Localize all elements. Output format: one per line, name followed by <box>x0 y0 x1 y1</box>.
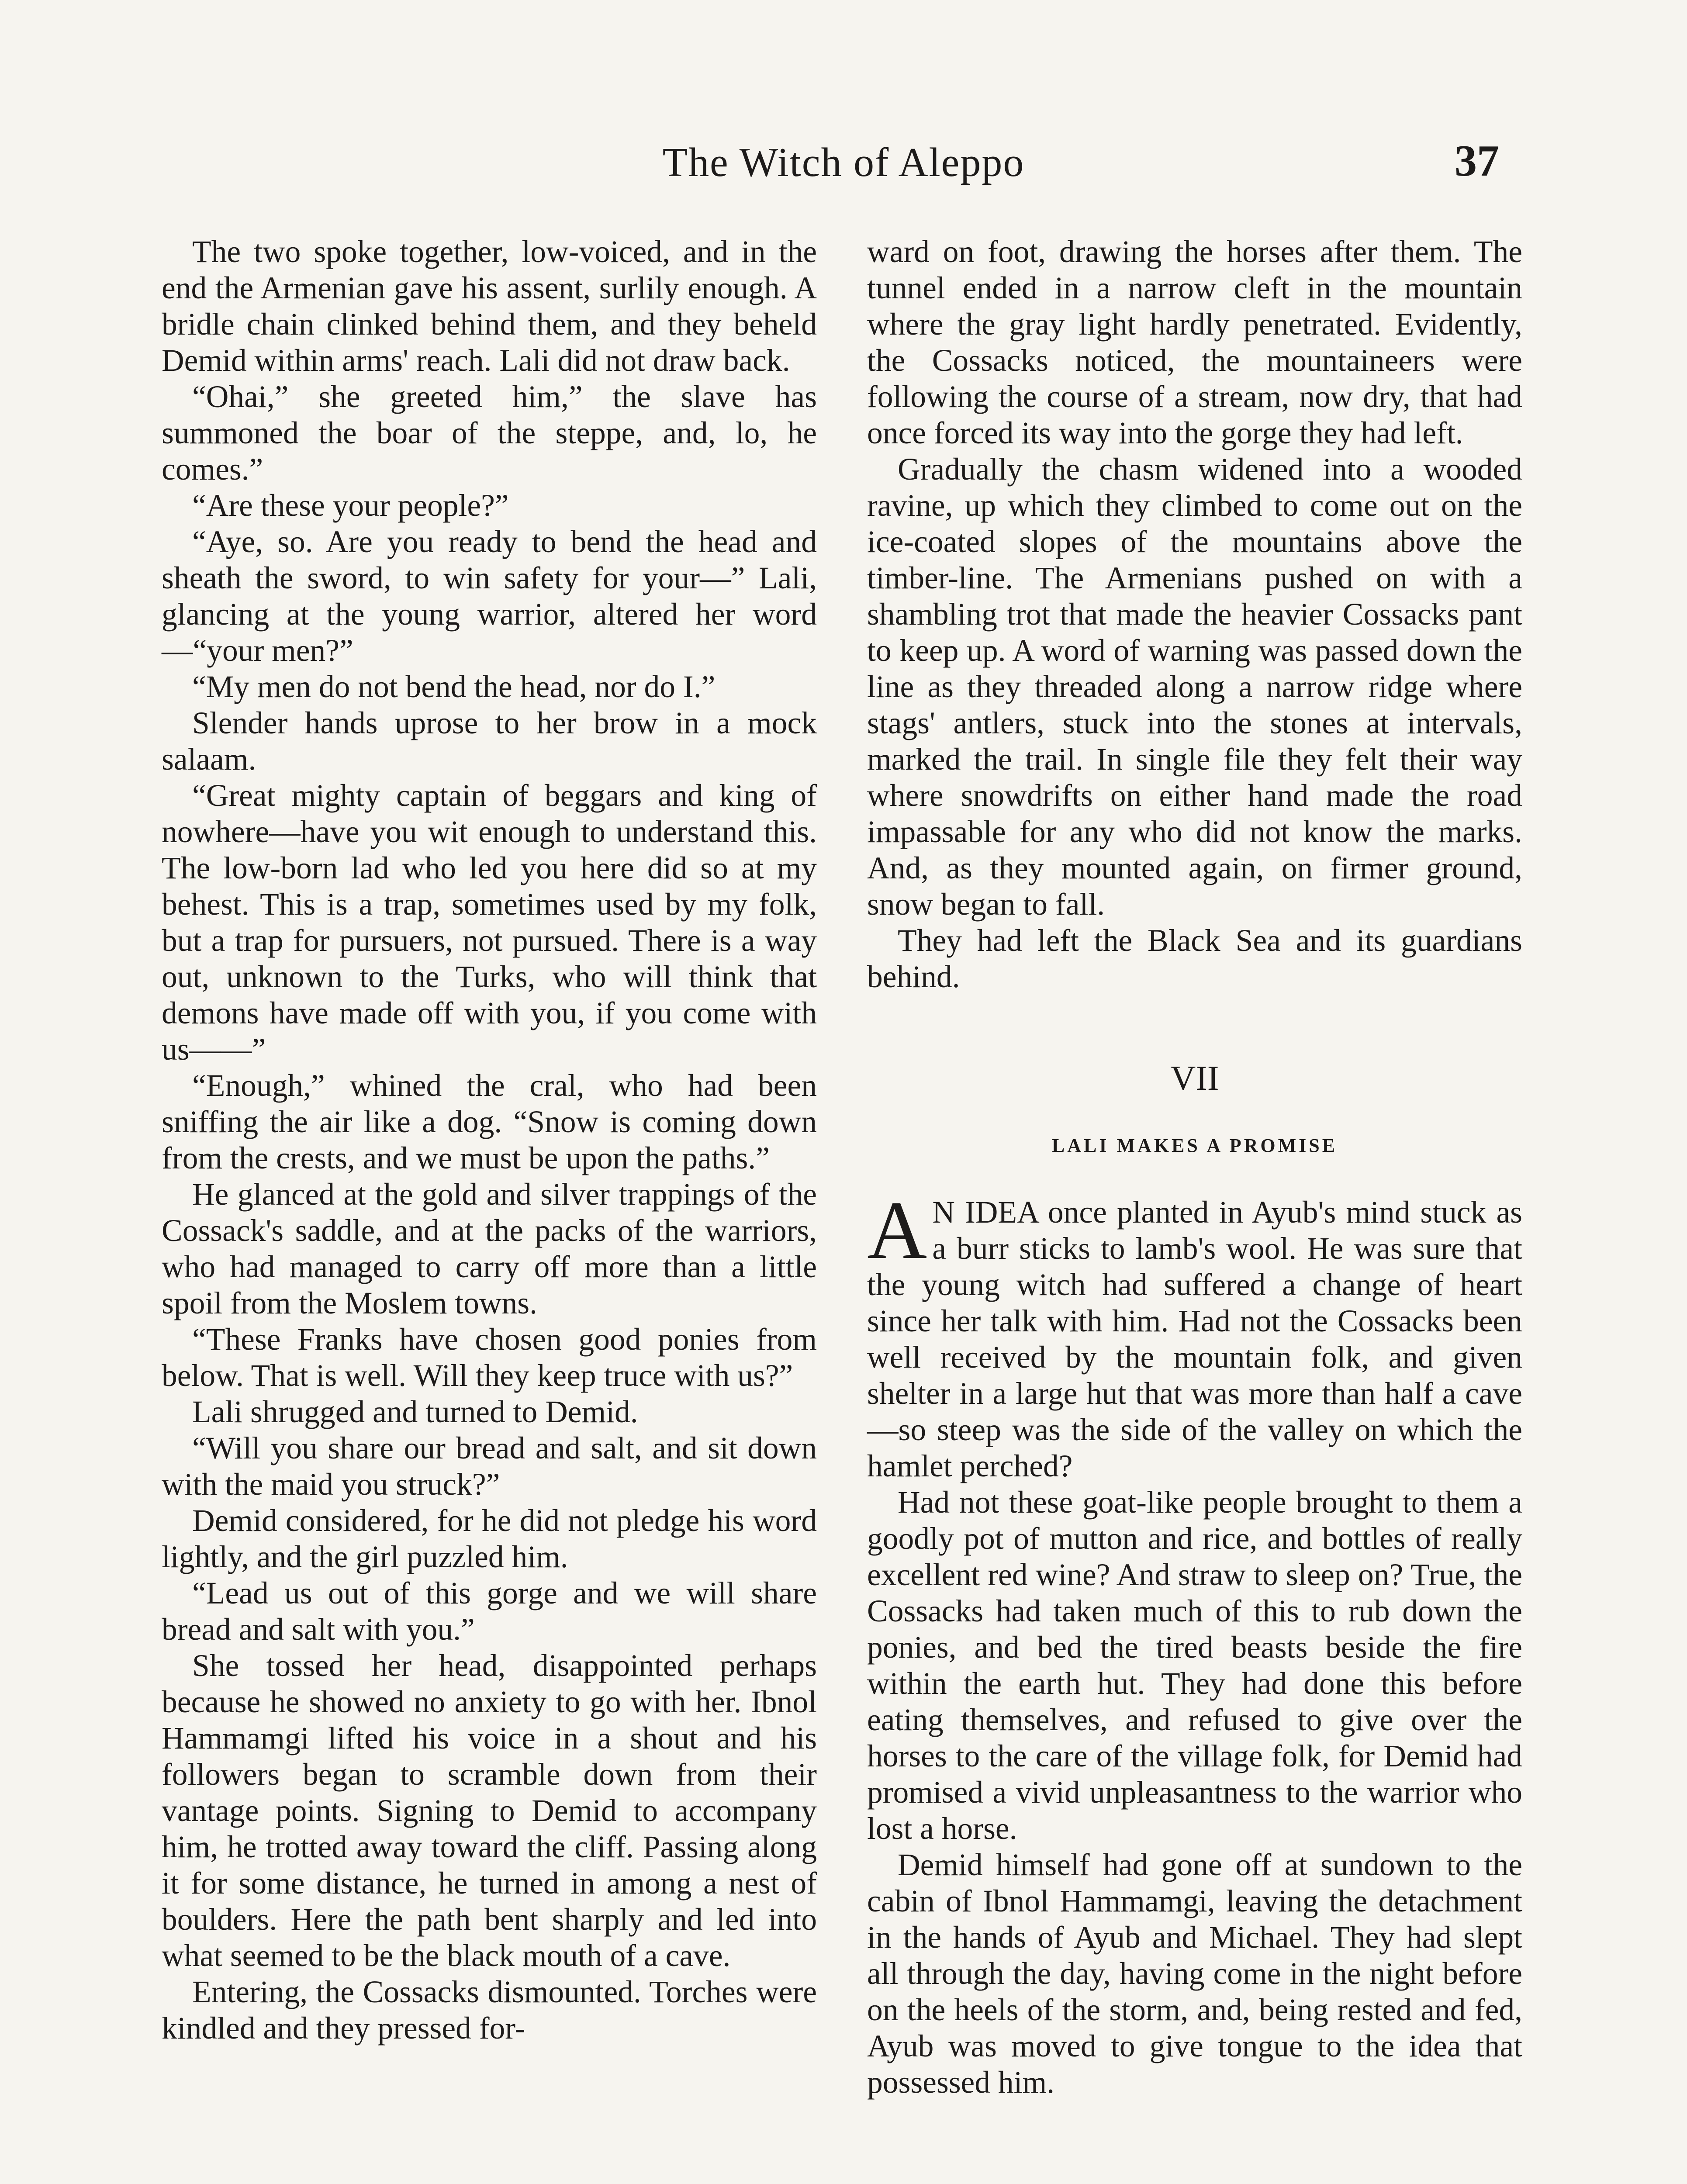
paragraph: “My men do not bend the head, nor do I.” <box>192 670 716 704</box>
paragraph: Gradually the chasm widened into a wooded ravine, up which they climbed to come out on the ice-coated slopes of the mountains above the timber-line. The Armenians pushed on with a shambling trot that made the heavier Cossacks pant to keep up. A word of warning was passed down the line as they threaded along a narrow ridge where stags' antlers, stuck into the stones at intervals, marked the trail. In single file they felt their way where snowdrifts on either hand made the road impassable for any who did not know the marks. And, as they mounted again, on firmer ground, snow began to fall. <box>867 452 1522 922</box>
paragraph: “Are these your people?” <box>192 488 509 523</box>
paragraph: “Will you share our bread and salt, and sit down with the maid you struck?” <box>162 1431 817 1502</box>
chapter-title: LALI MAKES A PROMISE <box>1051 1135 1338 1156</box>
paragraph: Slender hands uprose to her brow in a mock salaam. <box>162 706 817 777</box>
paragraph: Lali shrugged and turned to Demid. <box>192 1395 638 1429</box>
paragraph: “These Franks have chosen good ponies from below. That is well. Will they keep truce with us?” <box>162 1322 817 1393</box>
chapter-opening-paragraph <box>867 1185 1522 1484</box>
opening-text: N IDEA once planted in Ayub's mind stuck as a burr sticks to lamb's wool. He was sure that the young witch had suffered a change of heart since her talk with him. Had not the Cossacks been well received by the mountain folk, and given shelter in a large hut that was more than half a cave—so steep was the side of the valley on which the hamlet perched? <box>867 1195 1522 1483</box>
paragraph: “Ohai,” she greeted him,” the slave has summoned the boar of the steppe, and, lo, he comes.” <box>162 380 817 487</box>
chapter-number: VII <box>1170 1059 1219 1098</box>
paragraph: He glanced at the gold and silver trappings of the Cossack's saddle, and at the packs of the warriors, who had managed to carry off more than a little spoil from the Moslem towns. <box>162 1177 817 1320</box>
left-column <box>162 234 817 2046</box>
running-title: The Witch of Aleppo <box>662 140 1025 185</box>
paragraph: They had left the Black Sea and its guardians behind. <box>867 923 1522 994</box>
paragraph: Entering, the Cossacks dismounted. Torches were kindled and they pressed for- <box>162 1975 817 2046</box>
paragraph: Had not these goat-like people brought to them a goodly pot of mutton and rice, and bottles of really excellent red wine? And straw to sleep on? True, the Cossacks had taken much of this to rub down the ponies, and bed the tired beasts beside the fire within the earth hut. They had done this before eating themselves, and refused to give over the horses to the care of the village folk, for Demid had promised a vivid unpleasantness to the warrior who lost a horse. <box>867 1485 1522 1846</box>
paragraph: The two spoke together, low-voiced, and in the end the Armenian gave his assent, surlily enough. A bridle chain clinked behind them, and they beheld Demid within arms' reach. Lali did not draw back. <box>162 235 817 378</box>
paragraph: “Enough,” whined the cral, who had been sniffing the air like a dog. “Snow is coming down from the crests, and we must be upon the paths.” <box>162 1068 817 1175</box>
paragraph: “Great mighty captain of beggars and king of nowhere—have you wit enough to understand this. The low-born lad who led you here did so at my behest. This is a trap, sometimes used by my folk, but a trap for pursuers, not pursued. There is a way out, unknown to the Turks, who will think that demons have made off with you, if you come with us——” <box>162 778 817 1067</box>
paragraph: Demid himself had gone off at sundown to the cabin of Ibnol Hammamgi, leaving the detachment in the hands of Ayub and Michael. They had slept all through the day, having come in the night before on the heels of the storm, and, being rested and fed, Ayub was moved to give tongue to the idea that possessed him. <box>867 1848 1522 2100</box>
paragraph: “Lead us out of this gorge and we will share bread and salt with you.” <box>162 1576 817 1647</box>
paragraph: Demid considered, for he did not pledge his word lightly, and the girl puzzled him. <box>162 1503 817 1574</box>
right-column <box>867 234 1522 2101</box>
paragraph: “Aye, so. Are you ready to bend the head and sheath the sword, to win safety for your—” Lali, glancing at the young warrior, altered her word—“your men?” <box>162 525 817 668</box>
drop-cap: A <box>867 1185 927 1276</box>
page-number: 37 <box>1455 136 1499 186</box>
paragraph: She tossed her head, disappointed perhaps because he showed no anxiety to go with her. Ibnol Hammamgi lifted his voice in a shout and his followers began to scramble down from their vantage points. Signing to Demid to accompany him, he trotted away toward the cliff. Passing along it for some distance, he turned in among a nest of boulders. Here the path bent sharply and led into what seemed to be the black mouth of a cave. <box>162 1648 817 1973</box>
paragraph-continued: ward on foot, drawing the horses after them. The tunnel ended in a narrow cleft in the mountain where the gray light hardly penetrated. Evidently, the Cossacks noticed, the mountaineers were following the course of a stream, now dry, that had once forced its way into the gorge they had left. <box>867 235 1522 450</box>
